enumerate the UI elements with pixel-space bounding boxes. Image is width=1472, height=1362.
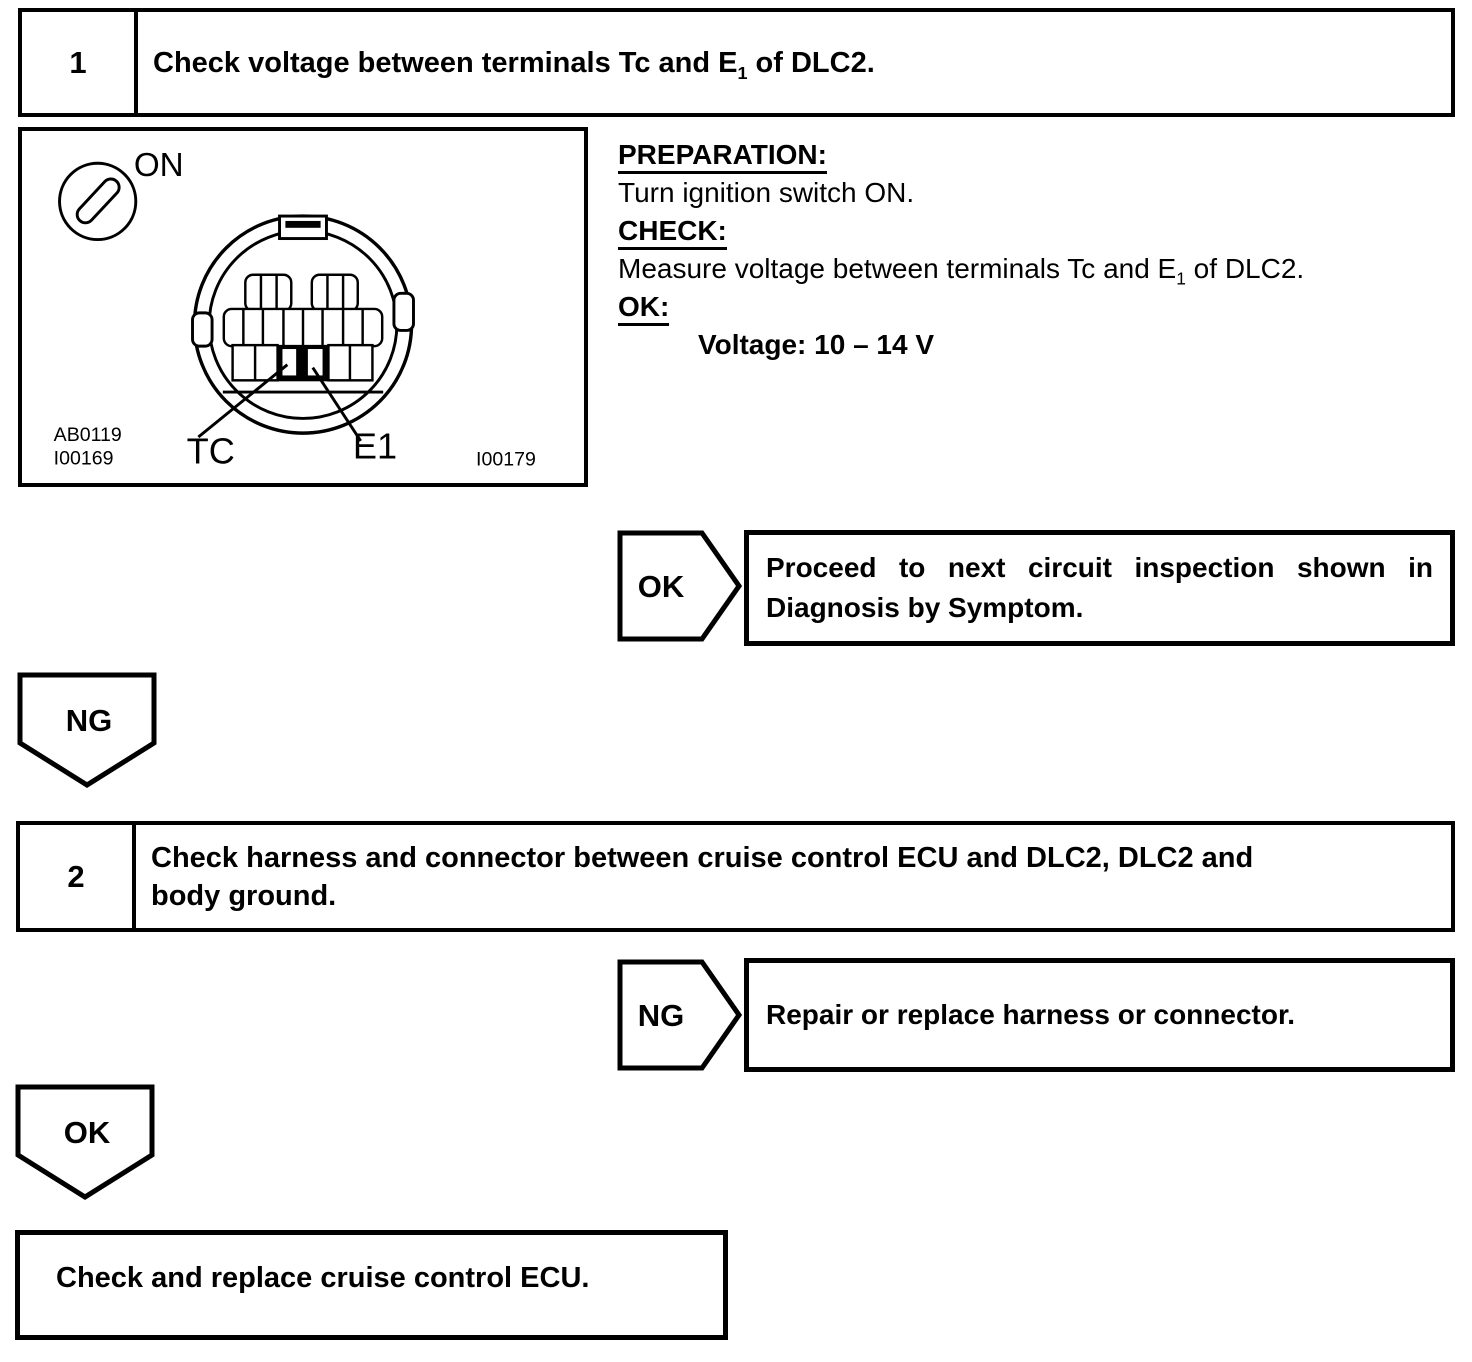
step1-header	[18, 8, 1455, 117]
preparation-text: Turn ignition switch ON.	[618, 177, 915, 208]
ignition-on-label: ON	[133, 146, 184, 184]
ignition-key-icon	[60, 163, 136, 239]
check-text	[618, 250, 1463, 288]
step2-title	[136, 825, 1451, 928]
preparation-heading: PREPARATION:	[618, 138, 827, 174]
step1-title	[138, 12, 1451, 113]
ok-voltage-spec: Voltage: 10 – 14 V	[698, 329, 935, 360]
ok-branch-text-line1: Proceed to next circuit inspection shown in	[766, 552, 1433, 583]
final-result-text: Check and replace cruise control ECU.	[56, 1261, 590, 1294]
final-result-box	[15, 1230, 728, 1340]
ng-branch-arrow	[617, 959, 742, 1071]
check-text-main: Measure voltage between terminals Tc and E	[618, 253, 1177, 284]
ng-down-arrow	[17, 672, 157, 789]
terminal-e1-label: E1	[352, 425, 398, 467]
ok-branch-arrow	[617, 530, 742, 642]
ok-heading: OK:	[618, 290, 669, 326]
step1-title-tail: of DLC2.	[747, 46, 875, 79]
ok-branch-result-box	[744, 530, 1455, 646]
ng-branch-text: Repair or replace harness or connector.	[766, 999, 1296, 1030]
step2-header	[16, 821, 1455, 932]
ng-branch-arrow-label: NG	[637, 998, 685, 1033]
ok-down-arrow-label: OK	[63, 1115, 111, 1150]
ng-down-arrow-label: NG	[65, 703, 113, 738]
dlc2-connector-diagram	[22, 131, 584, 483]
ng-branch-result-box	[744, 958, 1455, 1072]
ok-down-arrow	[15, 1084, 155, 1201]
figure-code-i00169: I00169	[53, 447, 114, 470]
check-text-subscript: 1	[1176, 268, 1186, 289]
figure-code-i00179: I00179	[476, 448, 536, 471]
check-text-tail: of DLC2.	[1185, 253, 1305, 284]
ok-branch-arrow-label: OK	[637, 569, 685, 604]
step1-title-subscript: 1	[737, 62, 748, 83]
check-heading: CHECK:	[618, 214, 727, 250]
step2-title-line1: Check harness and connector between cruise control ECU and DLC2, DLC2 and	[151, 841, 1254, 874]
dlc2-figure	[18, 127, 588, 487]
step1-number: 1	[22, 12, 138, 113]
ok-branch-text-line2: Diagnosis by Symptom.	[766, 592, 1084, 623]
terminal-tc-label: TC	[186, 430, 235, 472]
step1-procedure	[618, 136, 1463, 364]
step2-title-line2: body ground.	[151, 879, 337, 912]
terminal-tc-pin	[282, 349, 296, 375]
figure-code-ab0119: AB0119	[53, 423, 122, 446]
step1-title-text: Check voltage between terminals Tc and E	[153, 46, 738, 79]
step2-number: 2	[20, 825, 136, 928]
